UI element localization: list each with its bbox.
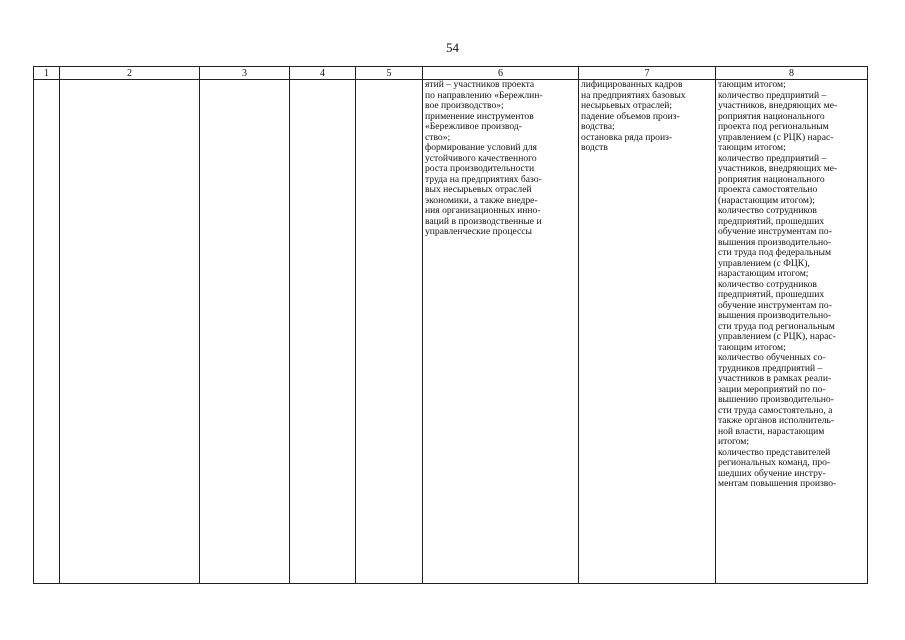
cell-text-line: ваций в производственные и — [425, 215, 542, 227]
cell-text-line: ство»; — [425, 131, 451, 143]
cell-text-line: проекта под региональным — [718, 121, 829, 132]
cell-text-line: тающим итогом; — [718, 142, 786, 153]
cell-text-line: проекта самостоятельно — [718, 184, 818, 195]
cell-text-line: участников в рамках реали- — [718, 373, 832, 384]
cell-col-6 — [423, 80, 579, 584]
cell-col-2 — [60, 80, 200, 584]
table-row — [34, 80, 868, 584]
cell-text-line: итогом; — [718, 436, 750, 447]
column-header-4: 4 — [290, 67, 356, 80]
cell-text-line: сти труда под федеральным — [718, 247, 832, 258]
cell-text-line: сти труда под региональным — [718, 320, 835, 332]
table-header-row — [34, 67, 868, 80]
cell-text-line: «Бережливое производ- — [425, 121, 522, 132]
cell-text-line: количество обученных со- — [718, 352, 826, 363]
cell-text-line: количество сотрудников — [718, 205, 817, 216]
cell-text-line: количество представителей — [718, 446, 831, 458]
cell-text-line: количество предприятий – — [718, 152, 827, 164]
column-header-5: 5 — [356, 67, 423, 80]
column-header-7: 7 — [579, 67, 716, 80]
cell-text-line: применение инструментов — [425, 110, 534, 122]
cell-col-4 — [290, 80, 356, 584]
column-header-8: 8 — [716, 67, 868, 80]
cell-text-line: обучение инструментам по- — [718, 299, 832, 311]
cell-text-line: водства; — [581, 121, 615, 132]
cell-col-5 — [356, 80, 423, 584]
cell-text-line: ния организационных инно- — [425, 205, 541, 216]
cell-text-line: падение объемов произ- — [581, 110, 680, 122]
cell-text-line: труда на предприятиях базо- — [425, 173, 542, 185]
cell-col-3 — [200, 80, 290, 584]
cell-text-line: (нарастающим итогом); — [718, 194, 815, 206]
cell-text-line: нарастающим итогом; — [718, 268, 809, 279]
cell-text-line: экономики, а также внедре- — [425, 194, 538, 206]
cell-text-line: количество предприятий – — [718, 89, 827, 101]
cell-text-line: ятий – участников проекта — [425, 79, 535, 90]
cell-text-line: управлением (с РЦК) нарас- — [718, 131, 834, 143]
cell-text-line: управлением (с ФЦК), — [718, 257, 810, 269]
column-header-1: 1 — [34, 67, 60, 80]
cell-text-line: несырьевых отраслей; — [581, 100, 673, 111]
column-header-3: 3 — [200, 67, 290, 80]
cell-text-line: формирование условий для — [425, 142, 537, 153]
cell-text-line: управленческие процессы — [425, 226, 532, 237]
cell-text-line: также органов исполнитель- — [718, 415, 835, 426]
cell-text-line: трудников предприятий – — [718, 362, 823, 374]
cell-text-line: вое производство»; — [425, 100, 504, 111]
cell-text-line: сти труда самостоятельно, а — [718, 404, 833, 416]
cell-text-line: вышения производительно- — [718, 310, 832, 321]
cell-col-8 — [716, 80, 868, 584]
cell-text-line: лифицированных кадров — [581, 79, 683, 90]
cell-text-line: управлением (с РЦК), нарас- — [718, 331, 836, 342]
page-number: 54 — [446, 40, 459, 55]
cell-text-line: по направлению «Бережлин- — [425, 89, 543, 101]
cell-text-line: вышения производительно- — [718, 236, 832, 248]
cell-text-line: шедших обучение инстру- — [718, 467, 826, 479]
cell-text-line: остановка ряда произ- — [581, 131, 673, 143]
document-table — [33, 66, 868, 584]
cell-text-line: количество сотрудников — [718, 278, 817, 290]
cell-text-line: ментам повышения произво- — [718, 478, 837, 489]
column-header-6: 6 — [423, 67, 579, 80]
cell-text-line: устойчивого качественного — [425, 152, 537, 164]
cell-text-line: водств — [581, 142, 608, 153]
cell-text-line: тающим итогом; — [718, 79, 786, 90]
cell-text-line: на предприятиях базовых — [581, 89, 686, 101]
cell-text-line: участников, внедряющих ме- — [718, 163, 838, 174]
cell-text-line: ной власти, нарастающим — [718, 425, 825, 437]
cell-col-1 — [34, 80, 60, 584]
cell-text-line: предприятий, прошедших — [718, 215, 825, 227]
cell-text-line: вышению производительно- — [718, 394, 834, 405]
cell-text-line: роприятия национального — [718, 110, 825, 122]
cell-text-line: тающим итогом; — [718, 341, 786, 353]
cell-text-line: предприятий, прошедших — [718, 289, 825, 300]
column-header-2: 2 — [60, 67, 200, 80]
cell-text-line: зации мероприятий по по- — [718, 383, 826, 395]
cell-text-line: вых несырьевых отраслей — [425, 184, 532, 195]
cell-text-line: участников, внедряющих ме- — [718, 100, 838, 111]
cell-col-7 — [579, 80, 716, 584]
cell-text-line: роприятия национального — [718, 173, 825, 185]
cell-text-line: региональных команд, про- — [718, 457, 831, 468]
cell-text-line: роста производительности — [425, 163, 535, 174]
cell-text-line: обучение инструментам по- — [718, 226, 832, 237]
